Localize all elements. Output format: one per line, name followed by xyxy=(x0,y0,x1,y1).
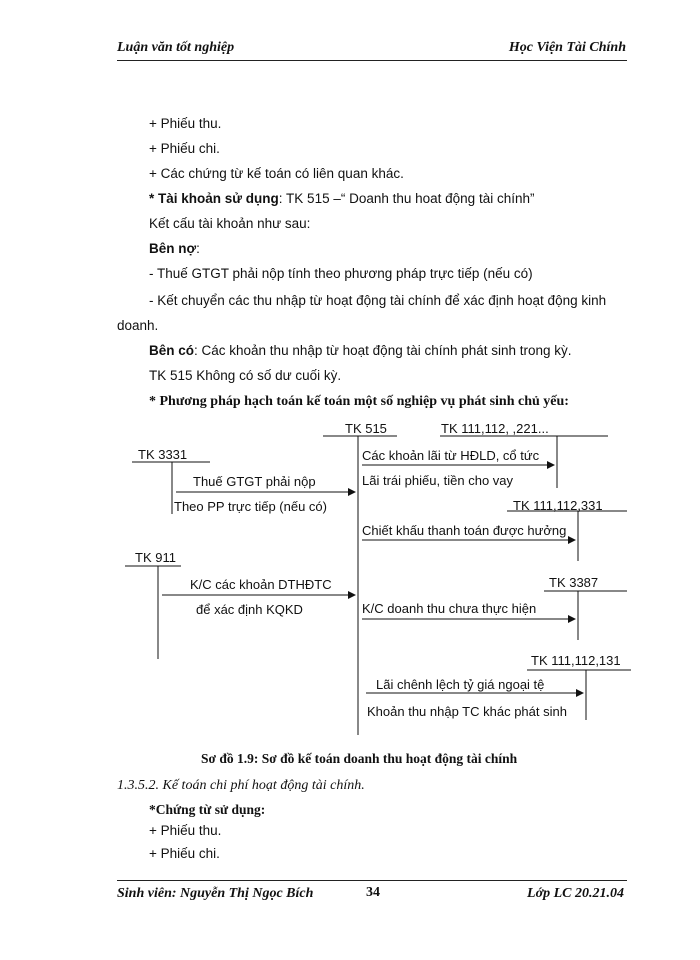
header-right: Học Viện Tài Chính xyxy=(508,40,626,55)
ben-no-label: Bên nợ xyxy=(149,241,197,256)
tk111-112-131-label: TK 111,112,131 xyxy=(531,653,621,668)
tai-khoan-text: : TK 515 –“ Doanh thu hoat động tài chính” xyxy=(278,191,535,206)
tk515-label: TK 515 xyxy=(345,421,387,436)
after-phieu-chi: + Phiếu chi. xyxy=(149,846,220,861)
kc-doanh-thu-label: K/C doanh thu chưa thực hiện xyxy=(362,601,537,616)
line-doanh: doanh. xyxy=(117,318,159,333)
header-left: Luận văn tốt nghiệp xyxy=(117,40,235,55)
footer-class: Lớp LC 20.21.04 xyxy=(527,886,624,901)
line-ket-chuyen: - Kết chuyển các thu nhập từ hoạt động tài chính để xác định hoạt động kinh xyxy=(149,293,607,308)
tk111-112-331-label: TK 111,112,331 xyxy=(513,498,603,513)
ben-no-colon: : xyxy=(196,241,200,256)
line-tk515-du: TK 515 Không có số dư cuối kỳ. xyxy=(149,368,342,383)
footer-student: Sinh viên: Nguyễn Thị Ngọc Bích xyxy=(117,886,314,901)
after-phieu-thu: + Phiếu thu. xyxy=(149,823,222,838)
lai-trai-phieu-label: Lãi trái phiếu, tiền cho vay xyxy=(362,473,514,488)
tai-khoan-label: * Tài khoản sử dụng xyxy=(149,191,279,206)
lai-chenh-lech-label: Lãi chênh lệch tỷ giá ngoại tệ xyxy=(376,677,545,692)
diagram-caption: Sơ đồ 1.9: Sơ đồ kế toán doanh thu hoạt động tài chính xyxy=(201,751,518,766)
ben-co-text: : Các khoản thu nhập từ hoạt động tài chính phát sinh trong kỳ. xyxy=(194,343,572,358)
tk911-label: TK 911 xyxy=(135,550,176,565)
tk3331-label: TK 3331 xyxy=(138,447,188,462)
line-phuong-phap: * Phương pháp hạch toán kế toán một số nghiệp vụ phát sinh chủ yếu: xyxy=(149,394,569,409)
chung-tu-heading: *Chứng từ sử dụng: xyxy=(149,802,266,817)
line-phieu-thu: + Phiếu thu. xyxy=(149,116,222,131)
line-ket-cau: Kết cấu tài khoản như sau: xyxy=(149,216,311,231)
line-chung-tu-khac: + Các chứng từ kế toán có liên quan khác. xyxy=(149,166,404,181)
lai-hdld-label: Các khoản lãi từ HĐLD, cổ tức xyxy=(362,448,540,463)
line-phieu-chi: + Phiếu chi. xyxy=(149,141,220,156)
xac-dinh-kqkd-label: để xác định KQKD xyxy=(196,602,303,617)
tk111-112-221-label: TK 111,112, ,221... xyxy=(441,421,549,436)
theo-pp-label: Theo PP trực tiếp (nếu có) xyxy=(174,499,327,514)
footer-rule xyxy=(117,880,627,881)
ben-co-label: Bên có xyxy=(149,343,195,358)
kc-dthdtc-label: K/C các khoản DTHĐTC xyxy=(190,577,332,592)
page-number: 34 xyxy=(366,885,380,900)
chiet-khau-label: Chiết khấu thanh toán được hưởng xyxy=(362,523,567,538)
khoan-thu-nhap-label: Khoản thu nhập TC khác phát sinh xyxy=(367,704,567,719)
tk3387-label: TK 3387 xyxy=(549,575,599,590)
line-thue-gtgt: - Thuế GTGT phải nộp tính theo phương pháp trực tiếp (nếu có) xyxy=(149,266,533,281)
thue-gtgt-label: Thuế GTGT phải nộp xyxy=(193,474,316,489)
section-heading: 1.3.5.2. Kế toán chi phí hoạt động tài chính. xyxy=(117,778,365,793)
